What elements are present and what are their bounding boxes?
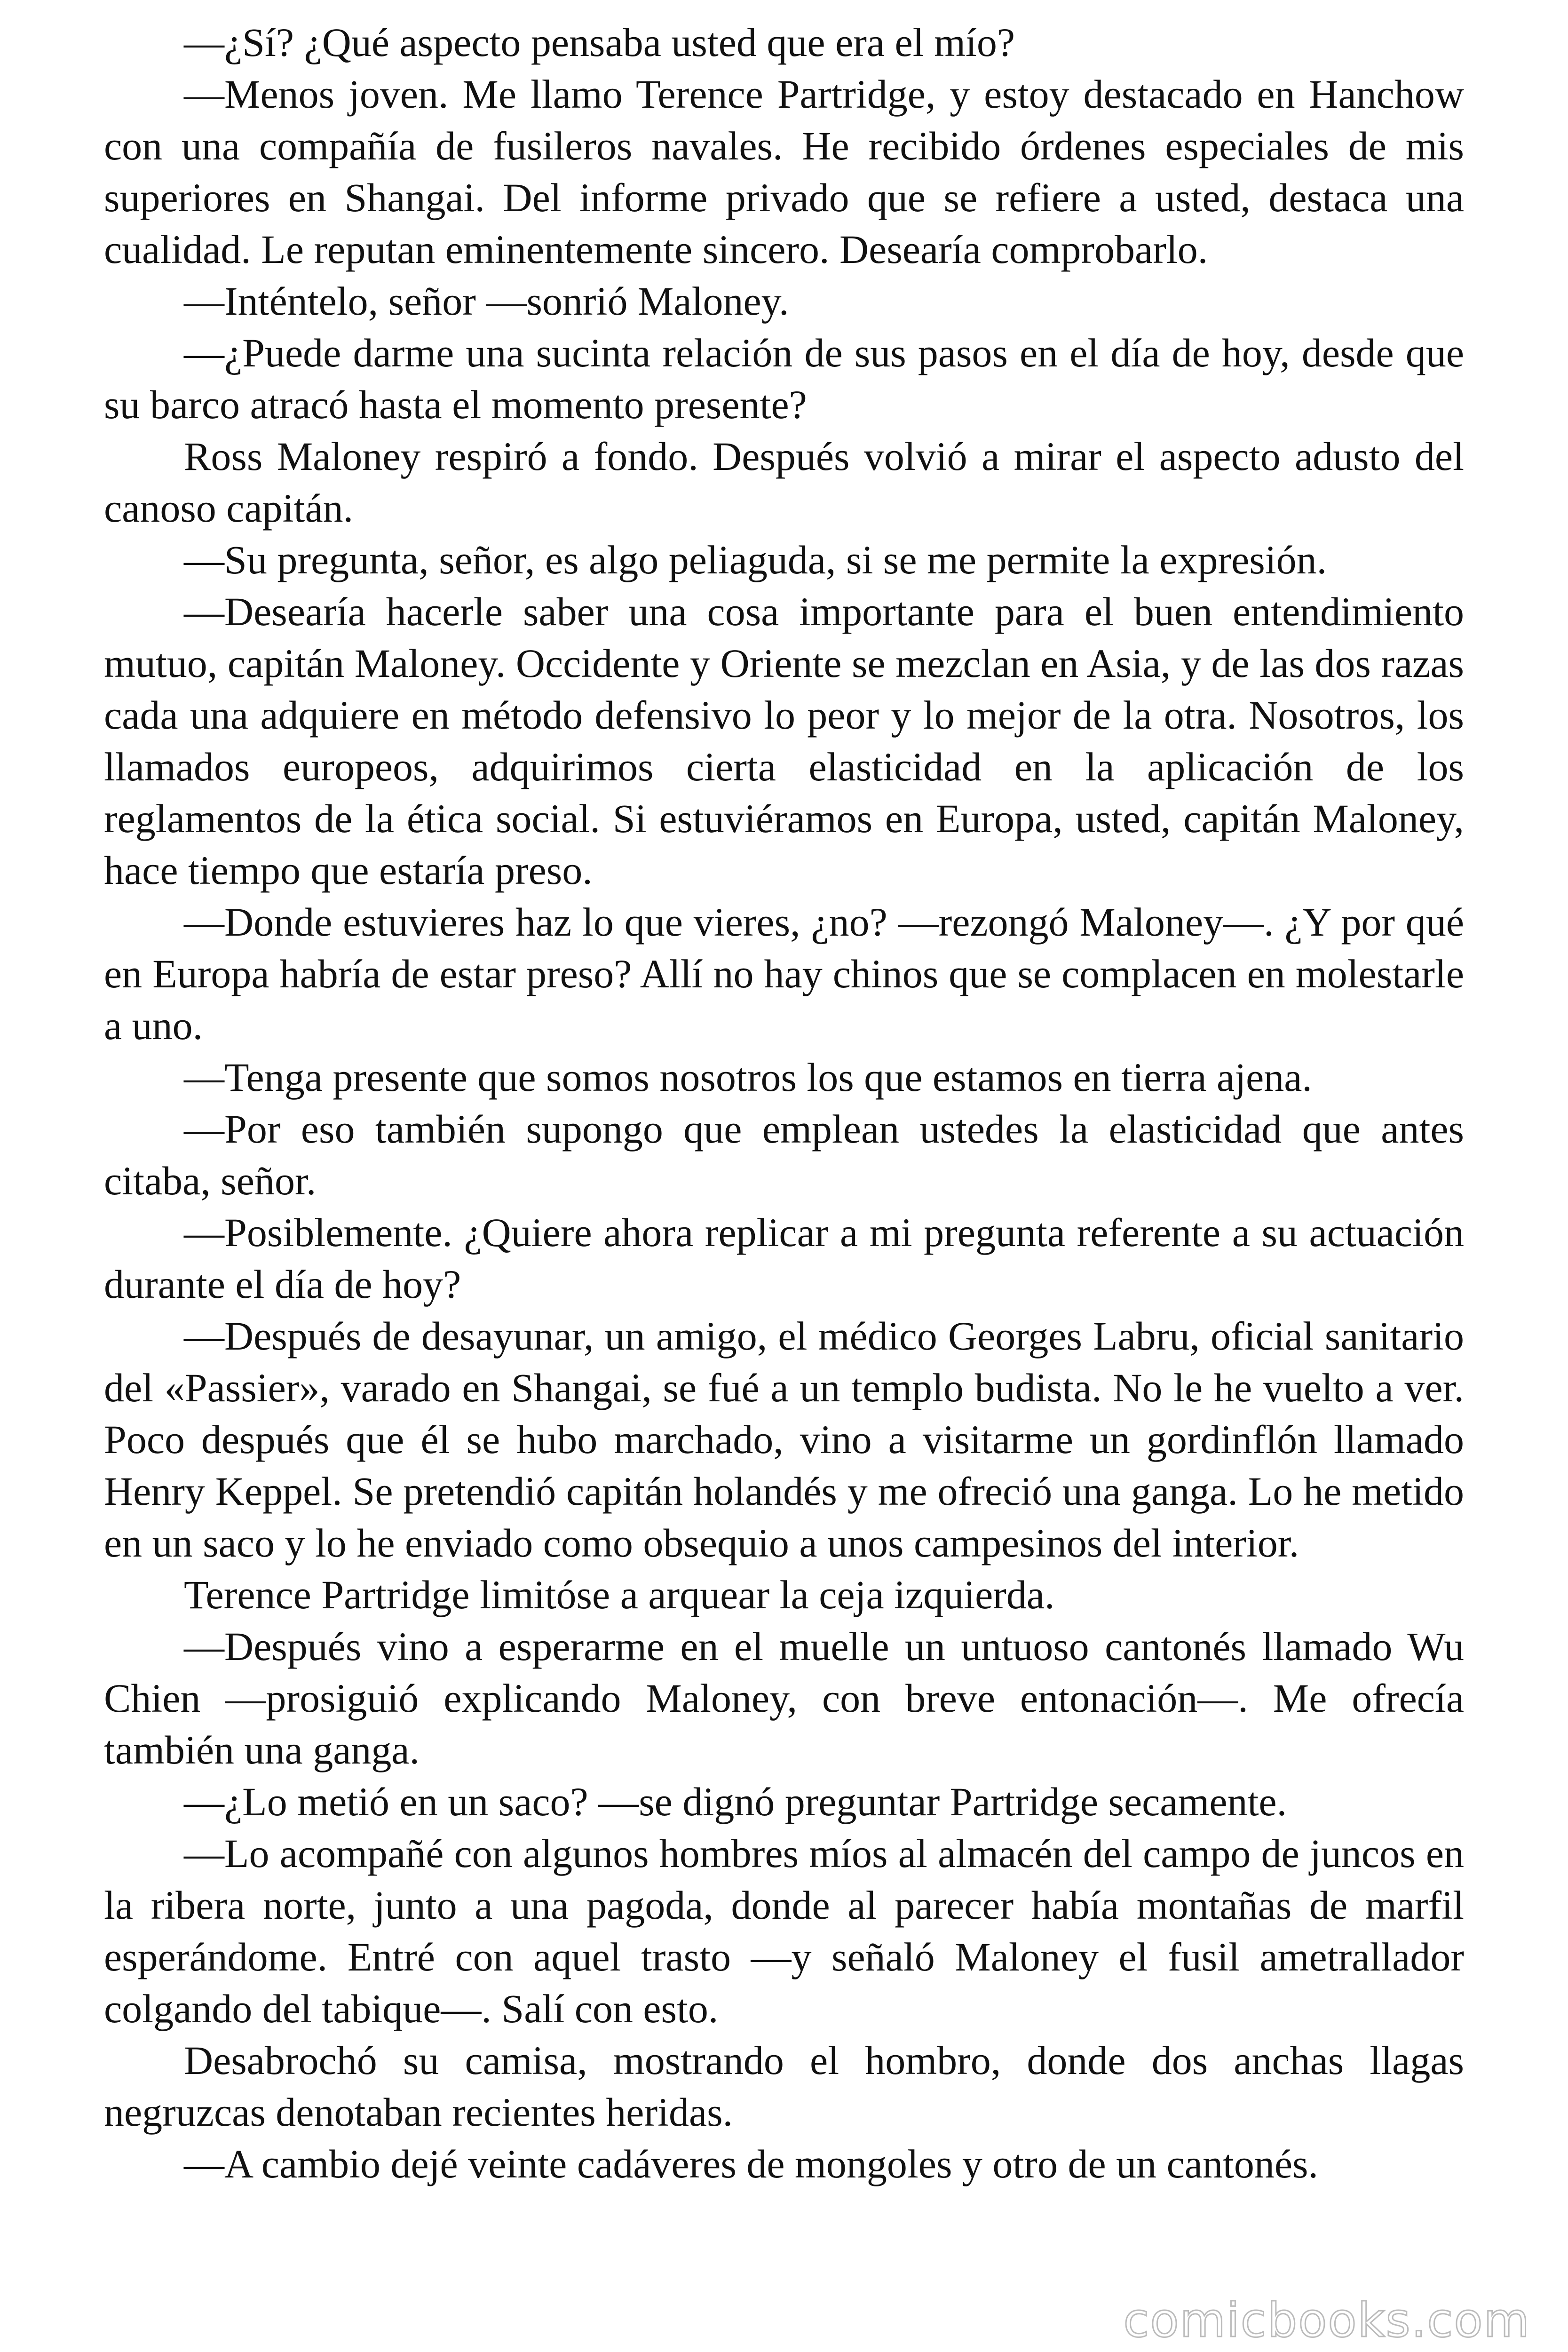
paragraph: —Donde estuvieres haz lo que vieres, ¿no? —rezongó Maloney—. ¿Y por qué en Europa habría de estar preso? Allí no hay chinos que se complacen en molestarle a uno. xyxy=(104,899,1464,1048)
paragraph: —A cambio dejé veinte cadáveres de mongoles y otro de un cantonés. xyxy=(184,2141,1318,2186)
paragraph: Desabrochó su camisa, mostrando el hombro, donde dos anchas llagas negruzcas denotaban recientes heridas. xyxy=(104,2038,1464,2135)
paragraph: —Tenga presente que somos nosotros los que estamos en tierra ajena. xyxy=(184,1055,1312,1100)
watermark: comicbooks.com xyxy=(1123,2293,1530,2348)
paragraph: Ross Maloney respiró a fondo. Después volvió a mirar el aspecto adusto del canoso capitán. xyxy=(104,434,1464,531)
paragraph: —Desearía hacerle saber una cosa importante para el buen entendimiento mutuo, capitán Maloney. Occidente y Oriente se mezclan en Asia, y de las dos razas cada una adquiere en método defensivo lo peor y lo mejor de la otra. Nosotros, los llamados europeos, adquirimos cierta elasticidad en la aplicación de los reglamentos de la ética social. Si estuviéramos en Europa, usted, capitán Maloney, hace tiempo que estaría preso. xyxy=(104,589,1464,893)
paragraph: —Menos joven. Me llamo Terence Partridge, y estoy destacado en Hanchow con una compañía de fusileros navales. He recibido órdenes especiales de mis superiores en Shangai. Del informe privado que se refiere a usted, destaca una cualidad. Le reputan eminentemente sincero. Desearía comprobarlo. xyxy=(104,72,1464,272)
paragraph: —Después de desayunar, un amigo, el médico Georges Labru, oficial sanitario del «Passier», varado en Shangai, se fué a un templo budista. No le he vuelto a ver. Poco después que él se hubo marchado, vino a visitarme un gordinflón llamado Henry Keppel. Se pretendió capitán holandés y me ofreció una ganga. Lo he metido en un saco y lo he enviado como obsequio a unos campesinos del interior. xyxy=(104,1313,1464,1565)
paragraph: —Lo acompañé con algunos hombres míos al almacén del campo de juncos en la ribera norte, junto a una pagoda, donde al parecer había montañas de marfil esperándome. Entré con aquel trasto —y señaló Maloney el fusil ametrallador colgando del tabique—. Salí con esto. xyxy=(104,1831,1464,2031)
paragraph: —Inténtelo, señor —sonrió Maloney. xyxy=(184,278,789,324)
paragraph: —Por eso también supongo que emplean ustedes la elasticidad que antes citaba, señor. xyxy=(104,1106,1464,1203)
paragraph: —Su pregunta, señor, es algo peliaguda, si se me permite la expresión. xyxy=(184,537,1327,582)
paragraph: —Posiblemente. ¿Quiere ahora replicar a mi pregunta referente a su actuación durante el día de hoy? xyxy=(104,1210,1464,1307)
paragraph: —¿Sí? ¿Qué aspecto pensaba usted que era el mío? xyxy=(184,20,1015,65)
page-text xyxy=(104,16,1464,2190)
paragraph: —Después vino a esperarme en el muelle un untuoso cantonés llamado Wu Chien —prosiguió explicando Maloney, con breve entonación—. Me ofrecía también una ganga. xyxy=(104,1624,1464,1772)
paragraph: —¿Lo metió en un saco? —se dignó preguntar Partridge secamente. xyxy=(184,1779,1287,1824)
paragraph: —¿Puede darme una sucinta relación de sus pasos en el día de hoy, desde que su barco atracó hasta el momento presente? xyxy=(104,330,1464,427)
paragraph: Terence Partridge limitóse a arquear la ceja izquierda. xyxy=(184,1572,1055,1617)
